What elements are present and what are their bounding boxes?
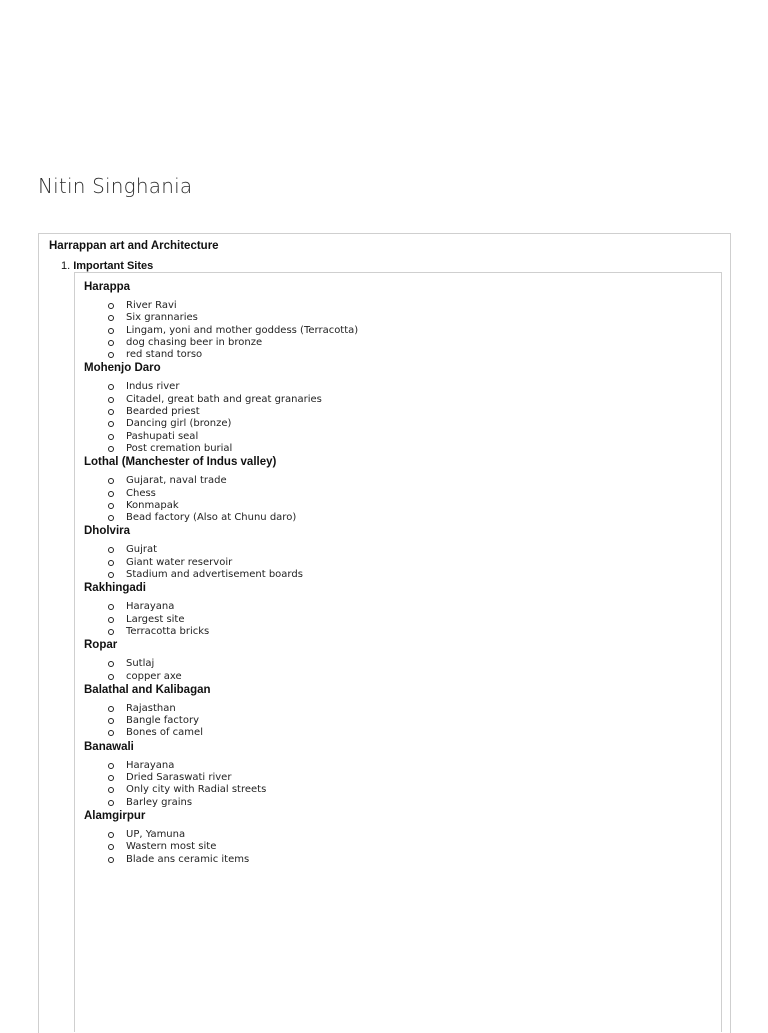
list-item [108, 381, 721, 393]
fact-text: Terracotta bricks [126, 625, 210, 637]
list-item [108, 841, 721, 853]
site-facts-list [84, 760, 721, 809]
site-name: Rakhingadi [84, 582, 146, 595]
list-item [108, 394, 721, 406]
fact-text: Dancing girl (bronze) [126, 418, 232, 430]
list-item [108, 500, 721, 512]
circle-bullet-icon [108, 397, 114, 403]
circle-bullet-icon [108, 718, 114, 724]
fact-text: copper axe [126, 670, 182, 682]
fact-text: Lingam, yoni and mother goddess (Terracotta) [126, 324, 359, 336]
circle-bullet-icon [108, 446, 114, 452]
list-item [108, 772, 721, 784]
author-name: Nitin Singhania [38, 174, 193, 198]
fact-text: Largest site [126, 613, 185, 625]
site-facts-list [84, 381, 721, 455]
site-name: Lothal (Manchester of Indus valley) [84, 456, 277, 469]
site-section [84, 455, 721, 524]
circle-bullet-icon [108, 787, 114, 793]
fact-text: Six grannaries [126, 312, 198, 324]
site-facts-list [84, 601, 721, 638]
circle-bullet-icon [108, 352, 114, 358]
fact-text: Wastern most site [126, 841, 217, 853]
site-section [84, 581, 721, 638]
site-section [84, 638, 721, 683]
list-item [108, 760, 721, 772]
circle-bullet-icon [108, 560, 114, 566]
circle-bullet-icon [108, 617, 114, 623]
fact-text: Bangle factory [126, 715, 199, 727]
fact-text: Konmapak [126, 499, 179, 511]
fact-text: Bearded priest [126, 406, 200, 418]
fact-text: River Ravi [126, 300, 177, 311]
list-item [108, 614, 721, 626]
fact-text: Barley grains [126, 796, 193, 808]
list-item [108, 671, 721, 683]
site-name: Harappa [84, 281, 131, 293]
circle-bullet-icon [108, 844, 114, 850]
site-facts-list [84, 300, 721, 361]
fact-text: Rajasthan [126, 702, 176, 714]
site-facts-list [84, 703, 721, 740]
fact-text: Gujrat [126, 544, 158, 556]
circle-bullet-icon [108, 832, 114, 838]
fact-text: Bead factory (Also at Chunu daro) [126, 512, 297, 524]
site-facts-list [84, 475, 721, 524]
list-item [108, 325, 721, 337]
circle-bullet-icon [108, 384, 114, 390]
fact-text: Blade ans ceramic items [126, 853, 250, 865]
fact-text: Giant water reservoir [126, 556, 233, 568]
site-section [84, 683, 721, 740]
list-item [108, 406, 721, 418]
list-item [108, 703, 721, 715]
section-heading [61, 260, 153, 272]
fact-text: Indus river [126, 381, 180, 393]
circle-bullet-icon [108, 340, 114, 346]
circle-bullet-icon [108, 857, 114, 863]
list-item [108, 488, 721, 500]
list-item [108, 854, 721, 866]
document-box [38, 233, 731, 1033]
list-item [108, 431, 721, 443]
circle-bullet-icon [108, 515, 114, 521]
list-item [108, 601, 721, 613]
site-name: Dholvira [84, 525, 131, 538]
site-name: Balathal and Kalibagan [84, 683, 211, 696]
circle-bullet-icon [108, 303, 114, 309]
circle-bullet-icon [108, 706, 114, 712]
fact-text: Gujarat, naval trade [126, 475, 227, 487]
list-item [108, 544, 721, 556]
fact-text: Harayana [126, 759, 175, 771]
list-item [108, 443, 721, 455]
fact-text: Only city with Radial streets [126, 784, 267, 796]
circle-bullet-icon [108, 604, 114, 610]
list-item [108, 312, 721, 324]
list-item [108, 512, 721, 524]
list-item [108, 797, 721, 809]
fact-text: dog chasing beer in bronze [126, 336, 263, 348]
circle-bullet-icon [108, 661, 114, 667]
fact-text: red stand torso [126, 349, 203, 361]
list-item [108, 727, 721, 739]
site-facts-list [84, 829, 721, 866]
list-item [108, 418, 721, 430]
site-section [84, 524, 721, 581]
site-name: Mohenjo Daro [84, 362, 161, 375]
site-facts-list [84, 544, 721, 581]
section-number: 1. [61, 260, 71, 272]
list-item [108, 569, 721, 581]
list-item [108, 626, 721, 638]
list-item [108, 784, 721, 796]
circle-bullet-icon [108, 547, 114, 553]
fact-text: Chess [126, 487, 156, 499]
list-item [108, 475, 721, 487]
site-section [84, 361, 721, 455]
site-name: Ropar [84, 639, 118, 652]
fact-text: UP, Yamuna [126, 828, 186, 840]
circle-bullet-icon [108, 503, 114, 509]
fact-text: Dried Saraswati river [126, 772, 232, 784]
list-item [108, 349, 721, 361]
circle-bullet-icon [108, 763, 114, 769]
circle-bullet-icon [108, 775, 114, 781]
circle-bullet-icon [108, 434, 114, 440]
fact-text: Sutlaj [126, 658, 155, 670]
site-section [84, 280, 721, 361]
site-section [84, 809, 721, 866]
circle-bullet-icon [108, 800, 114, 806]
list-item [108, 300, 721, 312]
circle-bullet-icon [108, 572, 114, 578]
fact-text: Harayana [126, 601, 175, 613]
fact-text: Pashupati seal [126, 430, 199, 442]
site-name: Alamgirpur [84, 809, 146, 822]
site-name: Banawali [84, 740, 134, 753]
circle-bullet-icon [108, 730, 114, 736]
circle-bullet-icon [108, 491, 114, 497]
fact-text: Citadel, great bath and great granaries [126, 393, 322, 405]
fact-text: Bones of camel [126, 727, 203, 739]
list-item [108, 658, 721, 670]
list-item [108, 557, 721, 569]
circle-bullet-icon [108, 315, 114, 321]
circle-bullet-icon [108, 478, 114, 484]
circle-bullet-icon [108, 421, 114, 427]
list-item [108, 829, 721, 841]
circle-bullet-icon [108, 328, 114, 334]
circle-bullet-icon [108, 409, 114, 415]
circle-bullet-icon [108, 674, 114, 680]
fact-text: Post cremation burial [126, 442, 233, 454]
site-section [84, 740, 721, 809]
document-title: Harrappan art and Architecture [49, 240, 219, 252]
circle-bullet-icon [108, 629, 114, 635]
sites-list [74, 272, 722, 1032]
fact-text: Stadium and advertisement boards [126, 569, 303, 581]
site-facts-list [84, 658, 721, 683]
list-item [108, 715, 721, 727]
list-item [108, 337, 721, 349]
section-title: Important Sites [73, 260, 154, 272]
